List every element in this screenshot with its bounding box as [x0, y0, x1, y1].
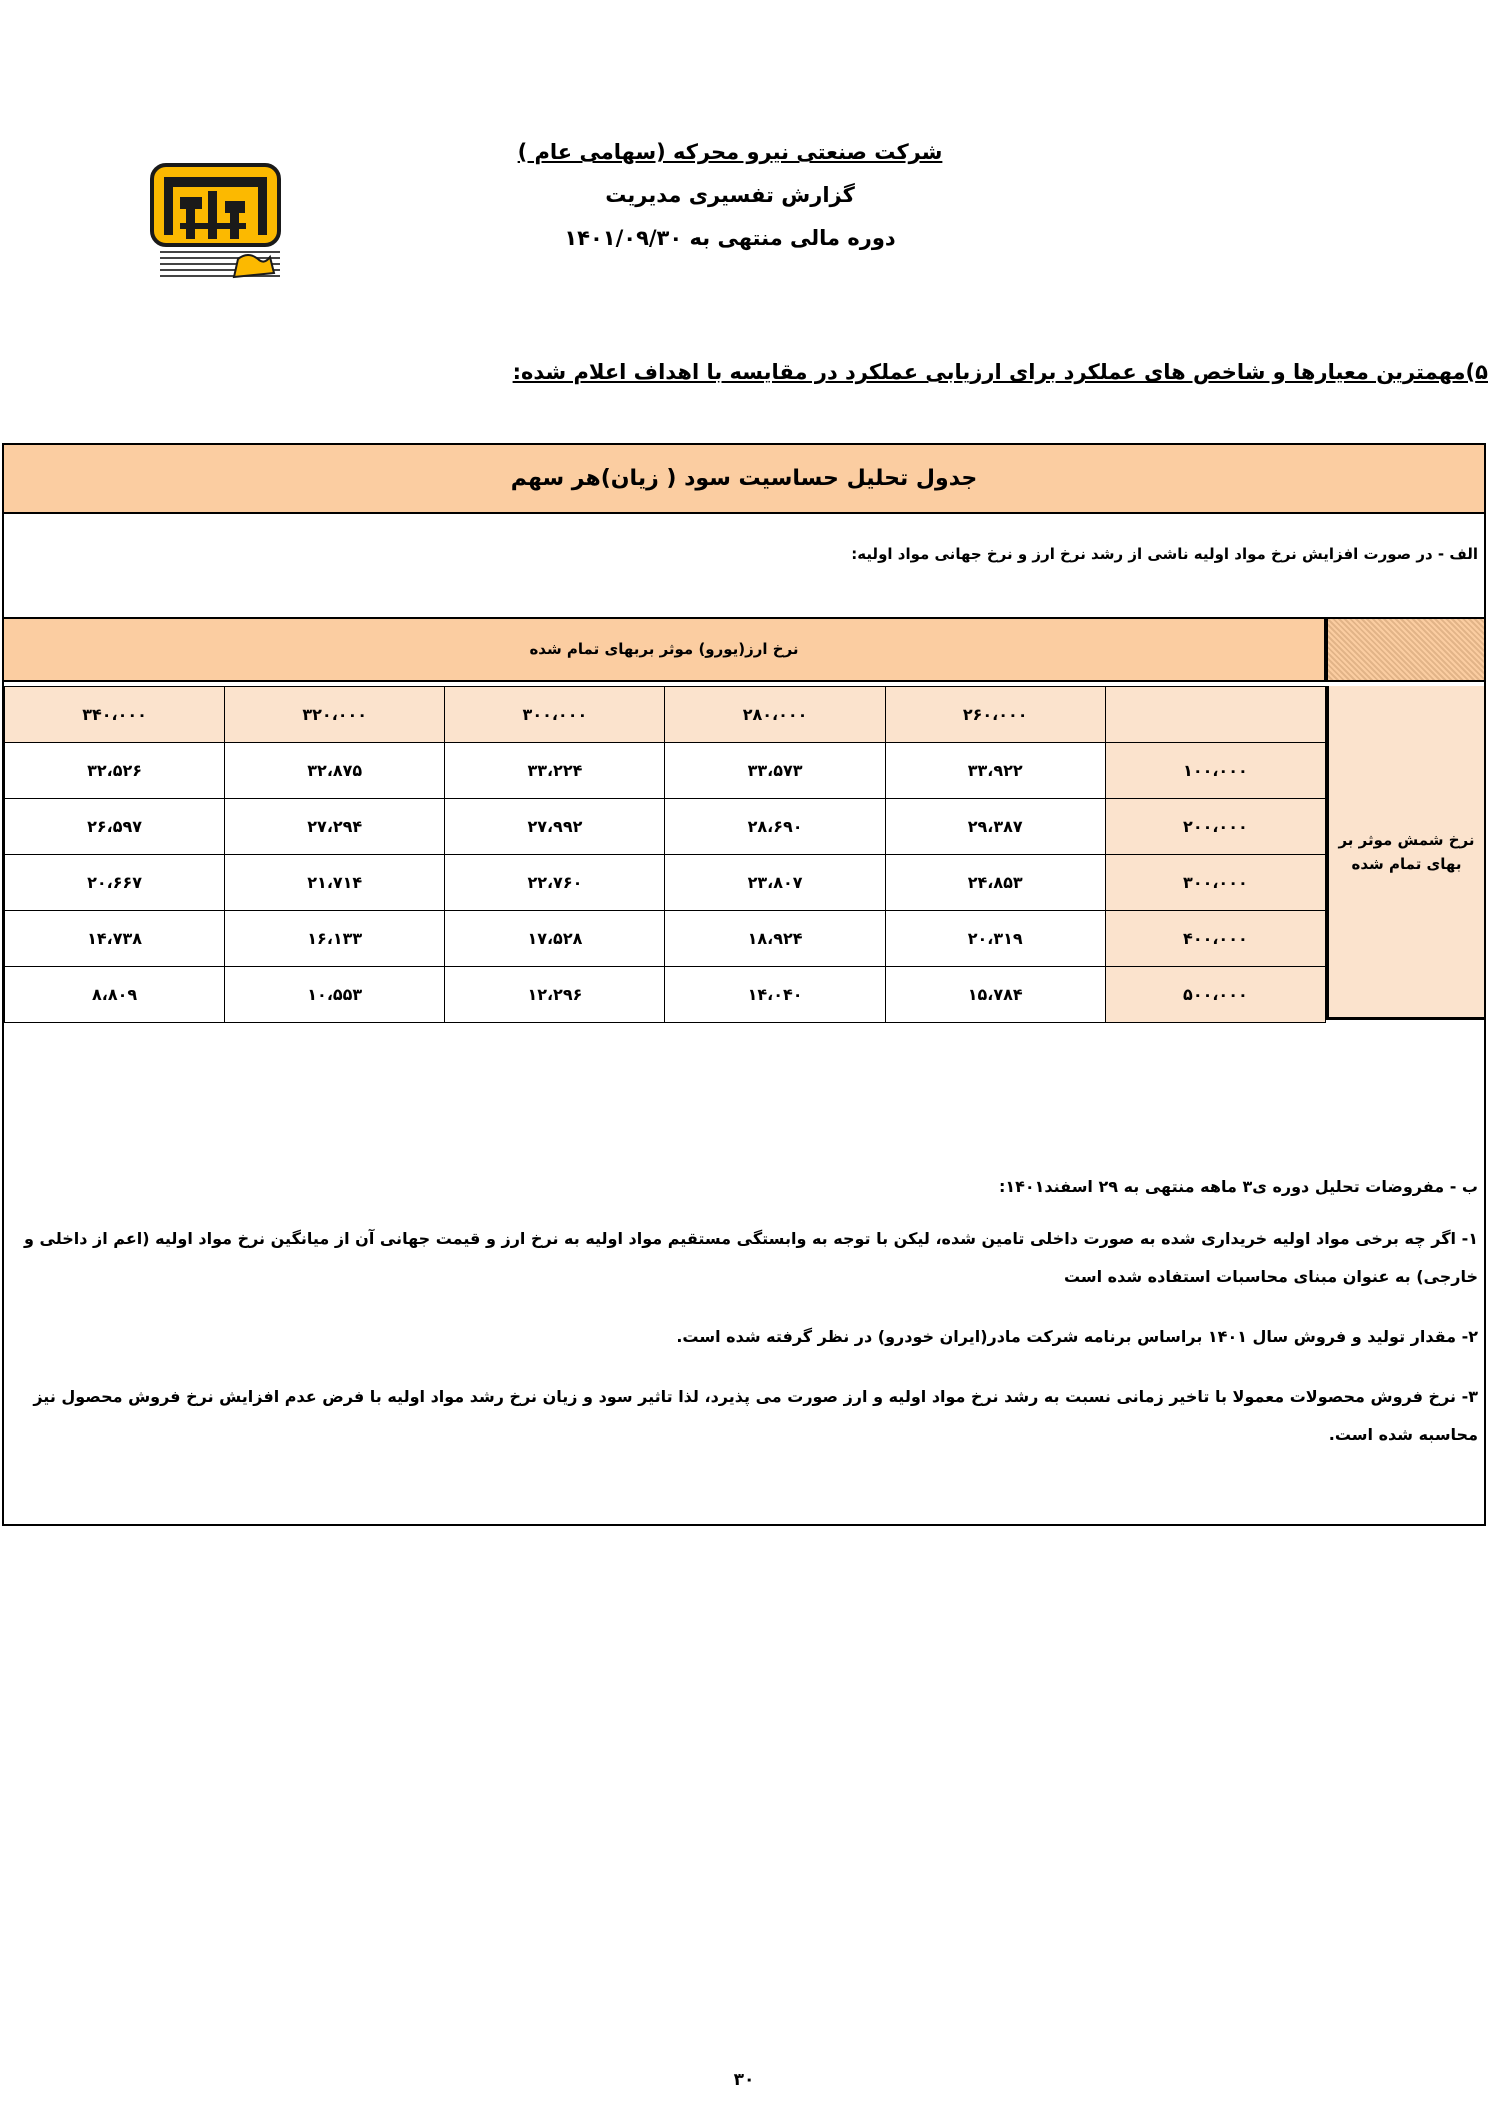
- column-header: ۲۸۰،۰۰۰: [665, 687, 885, 743]
- table-row: [5, 911, 1326, 967]
- table-cell: ۱۲،۲۹۶: [445, 967, 665, 1023]
- row-key: ۳۰۰،۰۰۰: [1105, 855, 1325, 911]
- assumption-item: ۲- مقدار تولید و فروش سال ۱۴۰۱ براساس برنامه شرکت مادر(ایران خودرو) در نظر گرفته شده است.: [676, 1327, 1478, 1346]
- table-cell: ۳۳،۵۷۳: [665, 743, 885, 799]
- column-header-row: [5, 687, 1326, 743]
- table-cell: ۲۳،۸۰۷: [665, 855, 885, 911]
- assumption-item: ۱- اگر چه برخی مواد اولیه خریداری شده به صورت داخلی تامین شده، لیکن با توجه به وابستگی مستقیم مواد اولیه به نرخ ارز و قیمت جهانی آن از میانگین نرخ مواد اولیه (اعم از داخلی و خارجی) به عنوان مبنای محاسبات استفاده شده است: [23, 1229, 1478, 1286]
- assumptions: [13, 1168, 1478, 1476]
- table-cell: ۱۸،۹۲۴: [665, 911, 885, 967]
- table-cell: ۲۸،۶۹۰: [665, 799, 885, 855]
- report-name: گزارش تفسیری مدیریت: [605, 183, 855, 207]
- table-cell: ۲۶،۵۹۷: [5, 799, 225, 855]
- table-cell: ۳۲،۵۲۶: [5, 743, 225, 799]
- table-row: [5, 743, 1326, 799]
- corner-hatch: [1326, 617, 1484, 682]
- table-cell: ۱۶،۱۳۳: [225, 911, 445, 967]
- table-cell: ۳۳،۲۲۴: [445, 743, 665, 799]
- table-cell: ۲۱،۷۱۴: [225, 855, 445, 911]
- row-key: ۵۰۰،۰۰۰: [1105, 967, 1325, 1023]
- table-cell: ۳۲،۸۷۵: [225, 743, 445, 799]
- row-key: ۴۰۰،۰۰۰: [1105, 911, 1325, 967]
- assumption-item: ۳- نرخ فروش محصولات معمولا با تاخیر زمانی نسبت به رشد نرخ مواد اولیه و ارز صورت می پذیرد، لذا تاثیر سود و زیان نرخ رشد مواد اولیه با فرض عدم افزایش نرخ فروش محصول نیز محاسبه شده است.: [33, 1387, 1478, 1444]
- page-number: ۳۰: [733, 2070, 755, 2090]
- table-cell: ۱۴،۷۳۸: [5, 911, 225, 967]
- sensitivity-table: [4, 686, 1326, 1023]
- table-title: جدول تحلیل حساسیت سود ( زیان)هر سهم: [4, 445, 1484, 514]
- column-group-header: نرخ ارز(یورو) موثر بربهای تمام شده: [4, 617, 1326, 682]
- table-cell: ۲۲،۷۶۰: [445, 855, 665, 911]
- sensitivity-frame: [2, 443, 1486, 1526]
- company-name: شرکت صنعتی نیرو محرکه (سهامی عام ): [517, 140, 943, 164]
- table-cell: ۸،۸۰۹: [5, 967, 225, 1023]
- column-header: ۳۲۰،۰۰۰: [225, 687, 445, 743]
- table-cell: ۲۷،۲۹۴: [225, 799, 445, 855]
- table-cell: ۲۰،۳۱۹: [885, 911, 1105, 967]
- table-cell: ۲۹،۳۸۷: [885, 799, 1105, 855]
- table-cell: ۱۷،۵۲۸: [445, 911, 665, 967]
- company-logo: [150, 163, 285, 291]
- table-cell: ۲۷،۹۹۲: [445, 799, 665, 855]
- table-cell: ۱۵،۷۸۴: [885, 967, 1105, 1023]
- table-cell: ۱۰،۵۵۳: [225, 967, 445, 1023]
- table-cell: ۳۳،۹۲۲: [885, 743, 1105, 799]
- report-period: دوره مالی منتهی به ۱۴۰۱/۰۹/۳۰: [564, 226, 896, 250]
- empty-corner-cell: [1105, 687, 1325, 743]
- table-cell: ۱۴،۰۴۰: [665, 967, 885, 1023]
- column-header: ۳۴۰،۰۰۰: [5, 687, 225, 743]
- table-row: [5, 855, 1326, 911]
- column-header: ۳۰۰،۰۰۰: [445, 687, 665, 743]
- assumptions-heading: ب - مفروضات تحلیل دوره ی۳ ماهه منتهی به ۲۹ اسفند۱۴۰۱:: [998, 1177, 1478, 1196]
- report-header: [500, 140, 960, 269]
- table-cell: ۲۰،۶۶۷: [5, 855, 225, 911]
- row-key: ۱۰۰،۰۰۰: [1105, 743, 1325, 799]
- column-header: ۲۶۰،۰۰۰: [885, 687, 1105, 743]
- table-intro: الف - در صورت افزایش نرخ مواد اولیه ناشی از رشد نرخ ارز و نرخ جهانی مواد اولیه:: [851, 545, 1478, 563]
- section-title: ۵)مهمترین معیارها و شاخص های عملکرد برای ارزیابی عملکرد در مقایسه با اهداف اعلام شده:: [512, 360, 1488, 384]
- row-key: ۲۰۰،۰۰۰: [1105, 799, 1325, 855]
- row-group-header: نرخ شمش موثر بر بهای تمام شده: [1326, 686, 1484, 1020]
- table-row: [5, 967, 1326, 1023]
- table-row: [5, 799, 1326, 855]
- table-cell: ۲۴،۸۵۳: [885, 855, 1105, 911]
